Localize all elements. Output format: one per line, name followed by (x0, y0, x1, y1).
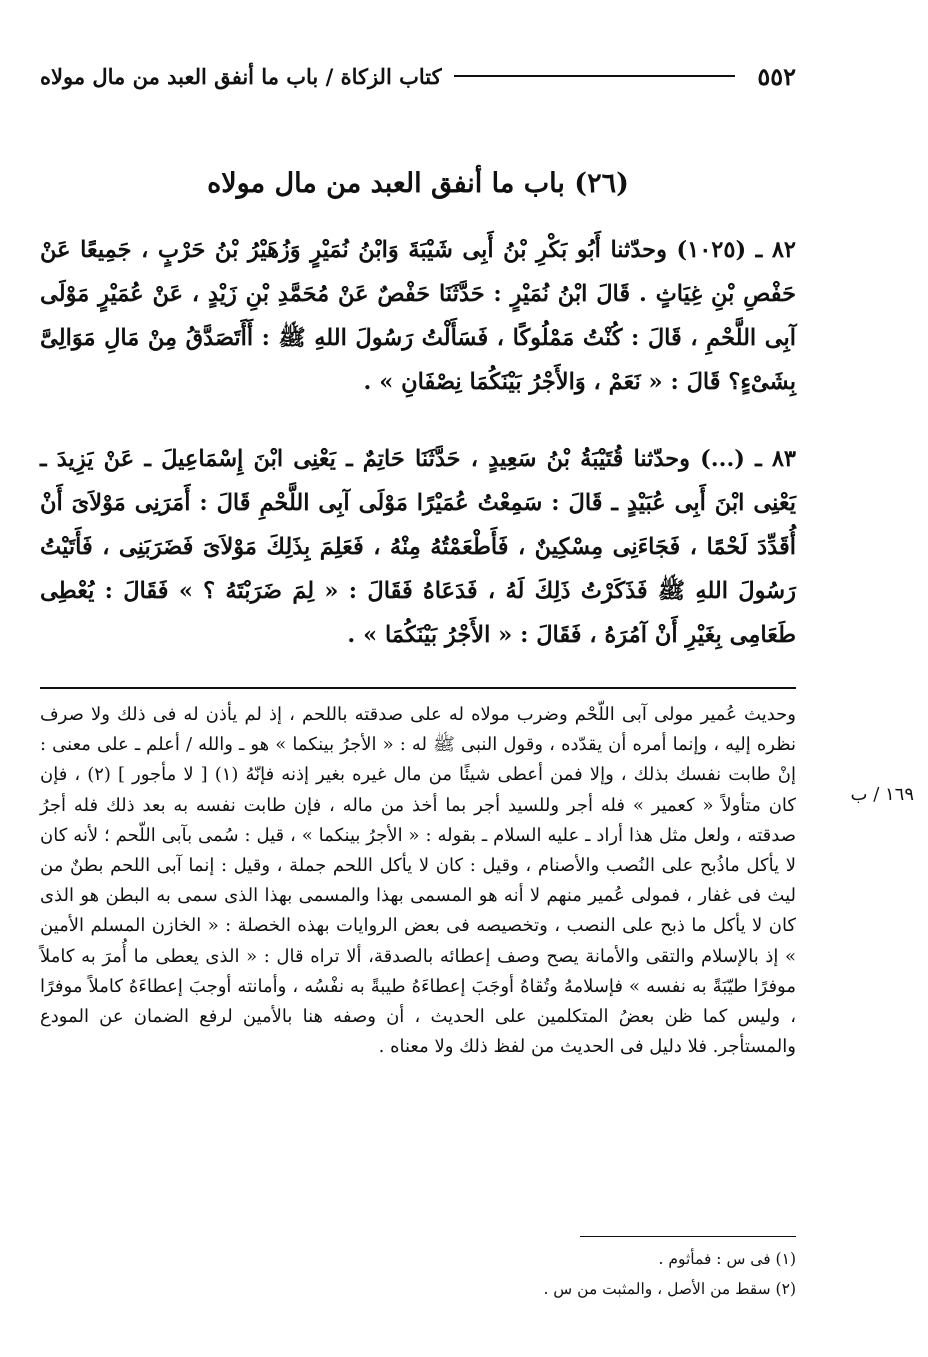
running-title: كتاب الزكاة / باب ما أنفق العبد من مال مولاه (40, 63, 442, 89)
commentary (40, 700, 796, 1062)
hadith-83-text: ٨٣ ـ (...) وحدّثنا قُتَيْبَةُ بْنُ سَعِيدٍ ، حَدَّثَنَا حَاتِمٌ ـ يَعْنِى ابْنَ إِسْمَاعِيلَ ـ عَنْ يَزِيدَ ـ يَعْنِى ابْنَ أَبِى عُبَيْدٍ ـ قَالَ : سَمِعْتُ عُمَيْرًا مَوْلَى آبِى اللَّحْمِ قَالَ : أَمَرَنِى مَوْلاَىَ أَنْ أُقَدِّدَ لَحْمًا ، فَجَاءَنِى مِسْكِينٌ ، فَأَطْعَمْتُهُ مِنْهُ ، فَعَلِمَ بِذَلِكَ مَوْلاَىَ فَضَرَبَنِى ، فَأَتَيْتُ رَسُولَ اللهِ ﷺ فَذَكَرْتُ ذَلِكَ لَهُ ، فَدَعَاهُ فَقَالَ : « لِمَ ضَرَبْتَهُ ؟ » فَقَالَ : يُعْطِى طَعَامِى بِغَيْرِ أَنْ آمُرَهُ ، فَقَالَ : « الأَجْرُ بَيْنَكُمَا » . (40, 446, 796, 648)
hadith-82 (40, 228, 796, 404)
commentary-text: وحديث عُمير مولى آبى اللّحْم وضرب مولاه له على صدقته باللحم ، إذ لم يأذن له فى ذلك ولا صرف نظره إليه ، وإنما أمره أن يقدّده ، وقول النبى ﷺ له : « الأجرُ بينكما » هو ـ والله / أعلم ـ على معنى : إنْ طابت نفسك بذلك ، وإلا فمن أعطى شيئًا من مال غيره بغير إذنه فإنّهُ (١) [ لا مأجور ] (٢) ، فإن كان متأولاً « كعمير » فله أجر وللسيد أجر بما أخذ من ماله ، فإن طابت نفسه به بعد ذلك فله أجرُ صدقته ، ولعل مثل هذا أراد ـ عليه السلام ـ بقوله : « الأجرُ بينكما » ، قيل : سُمى بآبى اللّحم ؛ لأنه كان لا يأكل ماذُبح على النُصب والأصنام ، وقيل : كان لا يأكل اللحم جملة ، وقيل : إنما آبى اللحم بطنٌ من ليث فى غفار ، فمولى عُمير منهم لا أنه هو المسمى بهذا والمسمى بهذا الذى سمى به البطن هو الذى كان لا يأكل ما ذبح على النصب ، وتخصيصه فى بعض الروايات بهذه الخصلة : « الخازن المسلم الأمين » إذ بالإسلام والتقى والأمانة يصح وصف إعطائه بالصدقة، ألا تراه قال : « الذى يعطى ما أُمرَ به كاملاً موفرًا طيّبَةً به نفسه » فإسلامهُ وتُقاهُ أوجَبَ إعطاءَهُ طيبةً به نفْسُه ، وأمانته أوجبَ إعطاءَهُ كاملاً موفرًا ، وليس كما ظن بعضُ المتكلمين على الحديث ، أن وصفه هنا بالأمين لرفع الضمان عن المودع والمستأجر. فلا دليل فى الحديث من لفظ ذلك ولا معناه . (40, 704, 796, 1058)
footnote-2: (٢) سقط من الأصل ، والمثبت من س . (543, 1280, 796, 1298)
hadith-83 (40, 437, 796, 657)
hadith-82-text: ٨٢ ـ (١٠٢٥) وحدّثنا أَبُو بَكْرِ بْنُ أَبِى شَيْبَةَ وَابْنُ نُمَيْرٍ وَزُهَيْرُ بْنُ حَرْبٍ ، جَمِيعًا عَنْ حَفْصِ بْنِ غِيَاثٍ . قَالَ ابْنُ نُمَيْرٍ : حَدَّثَنَا حَفْصٌ عَنْ مُحَمَّدِ بْنِ زَيْدٍ ، عَنْ عُمَيْرٍ مَوْلَى آبِى اللَّحْمِ ، قَالَ : كُنْتُ مَمْلُوكًا ، فَسَأَلْتُ رَسُولَ اللهِ ﷺ : أَأَتَصَدَّقُ مِنْ مَالِ مَوَالِىَّ بِشَىْءٍ؟ قَالَ : « نَعَمْ ، وَالأَجْرُ بَيْنَكُمَا نِصْفَانِ » . (40, 237, 796, 395)
chapter-title: (٢٦) باب ما أنفق العبد من مال مولاه (207, 168, 629, 199)
commentary-divider (40, 687, 796, 689)
footnote-1: (١) فى س : فمأثوم . (658, 1250, 796, 1268)
page-number: ٥٥٢ (757, 61, 796, 91)
header-rule (454, 75, 736, 77)
footnotes (40, 1244, 796, 1304)
margin-folio-note: ١٦٩ / ب (850, 784, 914, 805)
running-header (40, 58, 796, 94)
footnote-rule (580, 1236, 796, 1237)
